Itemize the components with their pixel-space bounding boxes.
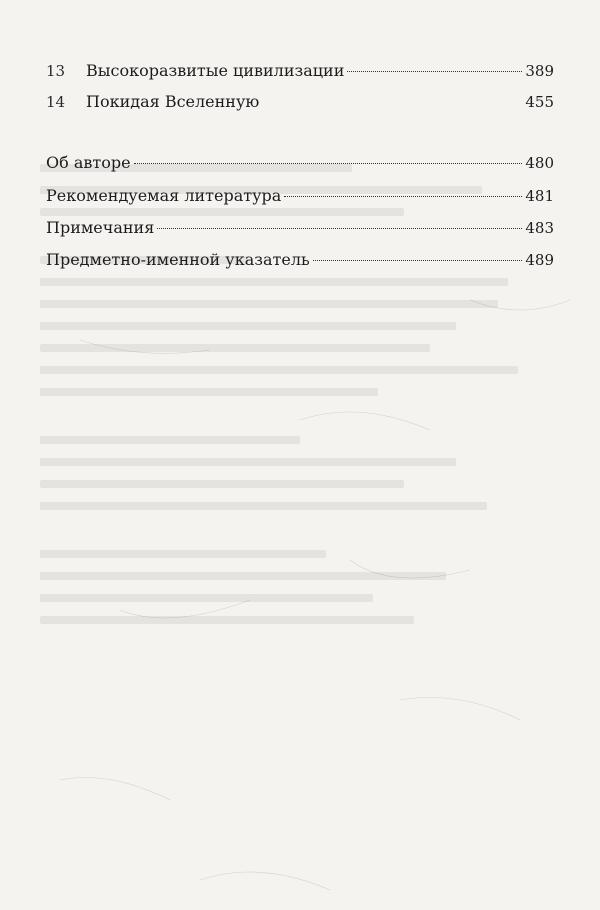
- dot-leader: [262, 102, 522, 103]
- backmatter-title: Рекомендуемая литература: [46, 186, 282, 205]
- toc-backmatter-entry: [46, 247, 554, 273]
- page-number: 483: [525, 219, 554, 237]
- dot-leader: [313, 260, 523, 261]
- backmatter-title: Об авторе: [46, 153, 131, 172]
- page-number: 480: [525, 154, 554, 172]
- dot-leader: [134, 163, 523, 164]
- chapter-number: 14: [46, 93, 66, 111]
- page-number: 481: [525, 187, 554, 205]
- page-number: 389: [525, 62, 554, 80]
- backmatter-title: Примечания: [46, 218, 155, 237]
- toc-backmatter-entry: [46, 183, 554, 209]
- toc-chapter-entry: [46, 89, 554, 115]
- table-of-contents: [46, 0, 554, 910]
- toc-chapter-entry: [46, 58, 554, 84]
- page-number: 489: [525, 251, 554, 269]
- chapter-title: Покидая Вселенную: [86, 92, 260, 111]
- dot-leader: [157, 228, 522, 229]
- chapter-number: 13: [46, 62, 66, 80]
- toc-backmatter-entry: [46, 215, 554, 241]
- dot-leader: [347, 71, 522, 72]
- chapter-title: Высокоразвитые цивилизации: [86, 61, 345, 80]
- dot-leader: [284, 196, 522, 197]
- page-number: 455: [525, 93, 554, 111]
- toc-backmatter-entry: [46, 150, 554, 176]
- backmatter-title: Предметно-именной указатель: [46, 250, 310, 269]
